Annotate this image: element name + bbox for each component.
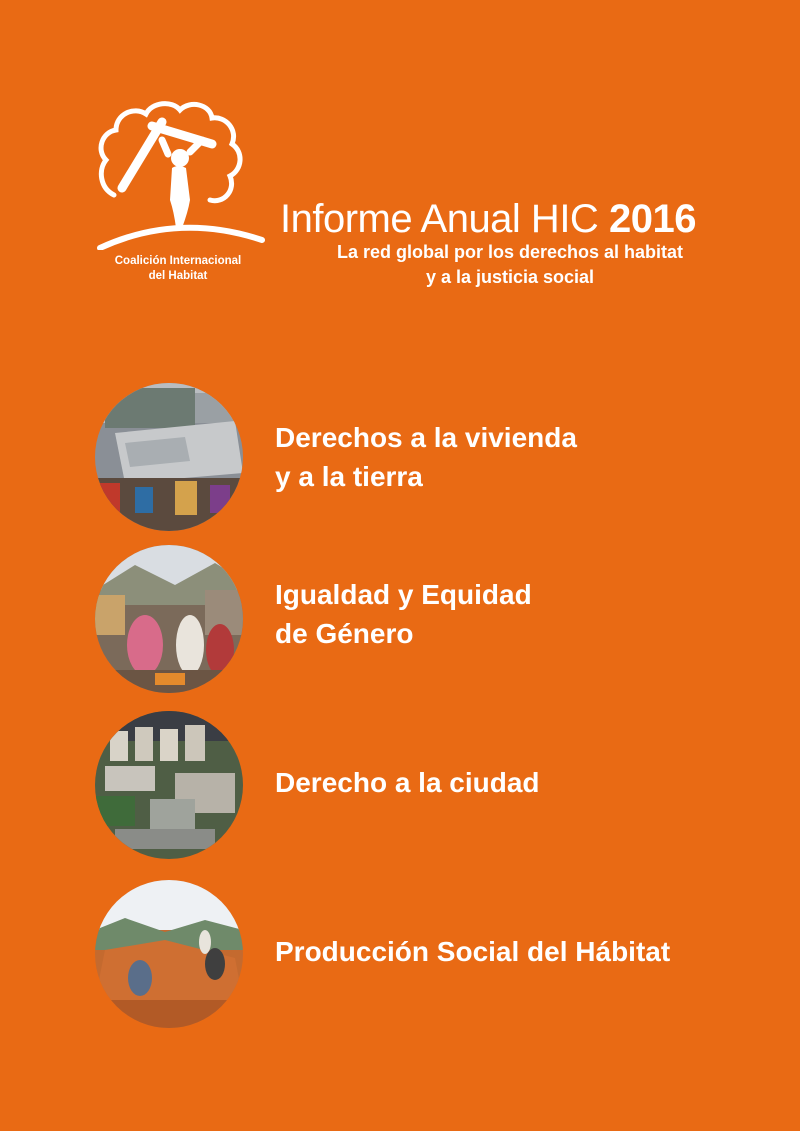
street-market-photo [95,545,243,693]
hic-logo [92,100,267,290]
subtitle-line1: La red global por los derechos al habitat [336,242,684,262]
title-year: 2016 [608,197,696,241]
topic-label-line1: Igualdad y Equidad [275,579,532,610]
topic-right-to-city [95,711,775,861]
dense-rooftops-photo [95,383,243,531]
hic-logo-icon [92,100,267,250]
topic-label-line2: de Género [275,618,414,649]
org-name-line2: del Habitat [148,270,208,282]
topic-label [275,418,577,496]
topic-gender-equality [95,545,775,695]
topic-label [275,932,670,971]
org-name [92,254,264,284]
topic-label [275,763,540,802]
topic-label-line1: Producción Social del Hábitat [275,936,671,967]
topic-label-line1: Derecho a la ciudad [275,767,540,798]
topic-label-line2: y a la tierra [275,461,423,492]
topic-label [275,575,532,653]
title-text: Informe Anual HIC [280,197,599,241]
hillside-city-photo [95,711,243,859]
topic-housing-land [95,383,775,533]
construction-site-photo [95,880,243,1028]
report-title [280,196,740,242]
topic-label-line1: Derechos a la vivienda [275,422,577,453]
report-subtitle [300,240,720,290]
subtitle-line2: y a la justicia social [425,267,595,287]
org-name-line1: Coalición Internacional [114,255,242,267]
topic-social-habitat-production [95,880,775,1030]
